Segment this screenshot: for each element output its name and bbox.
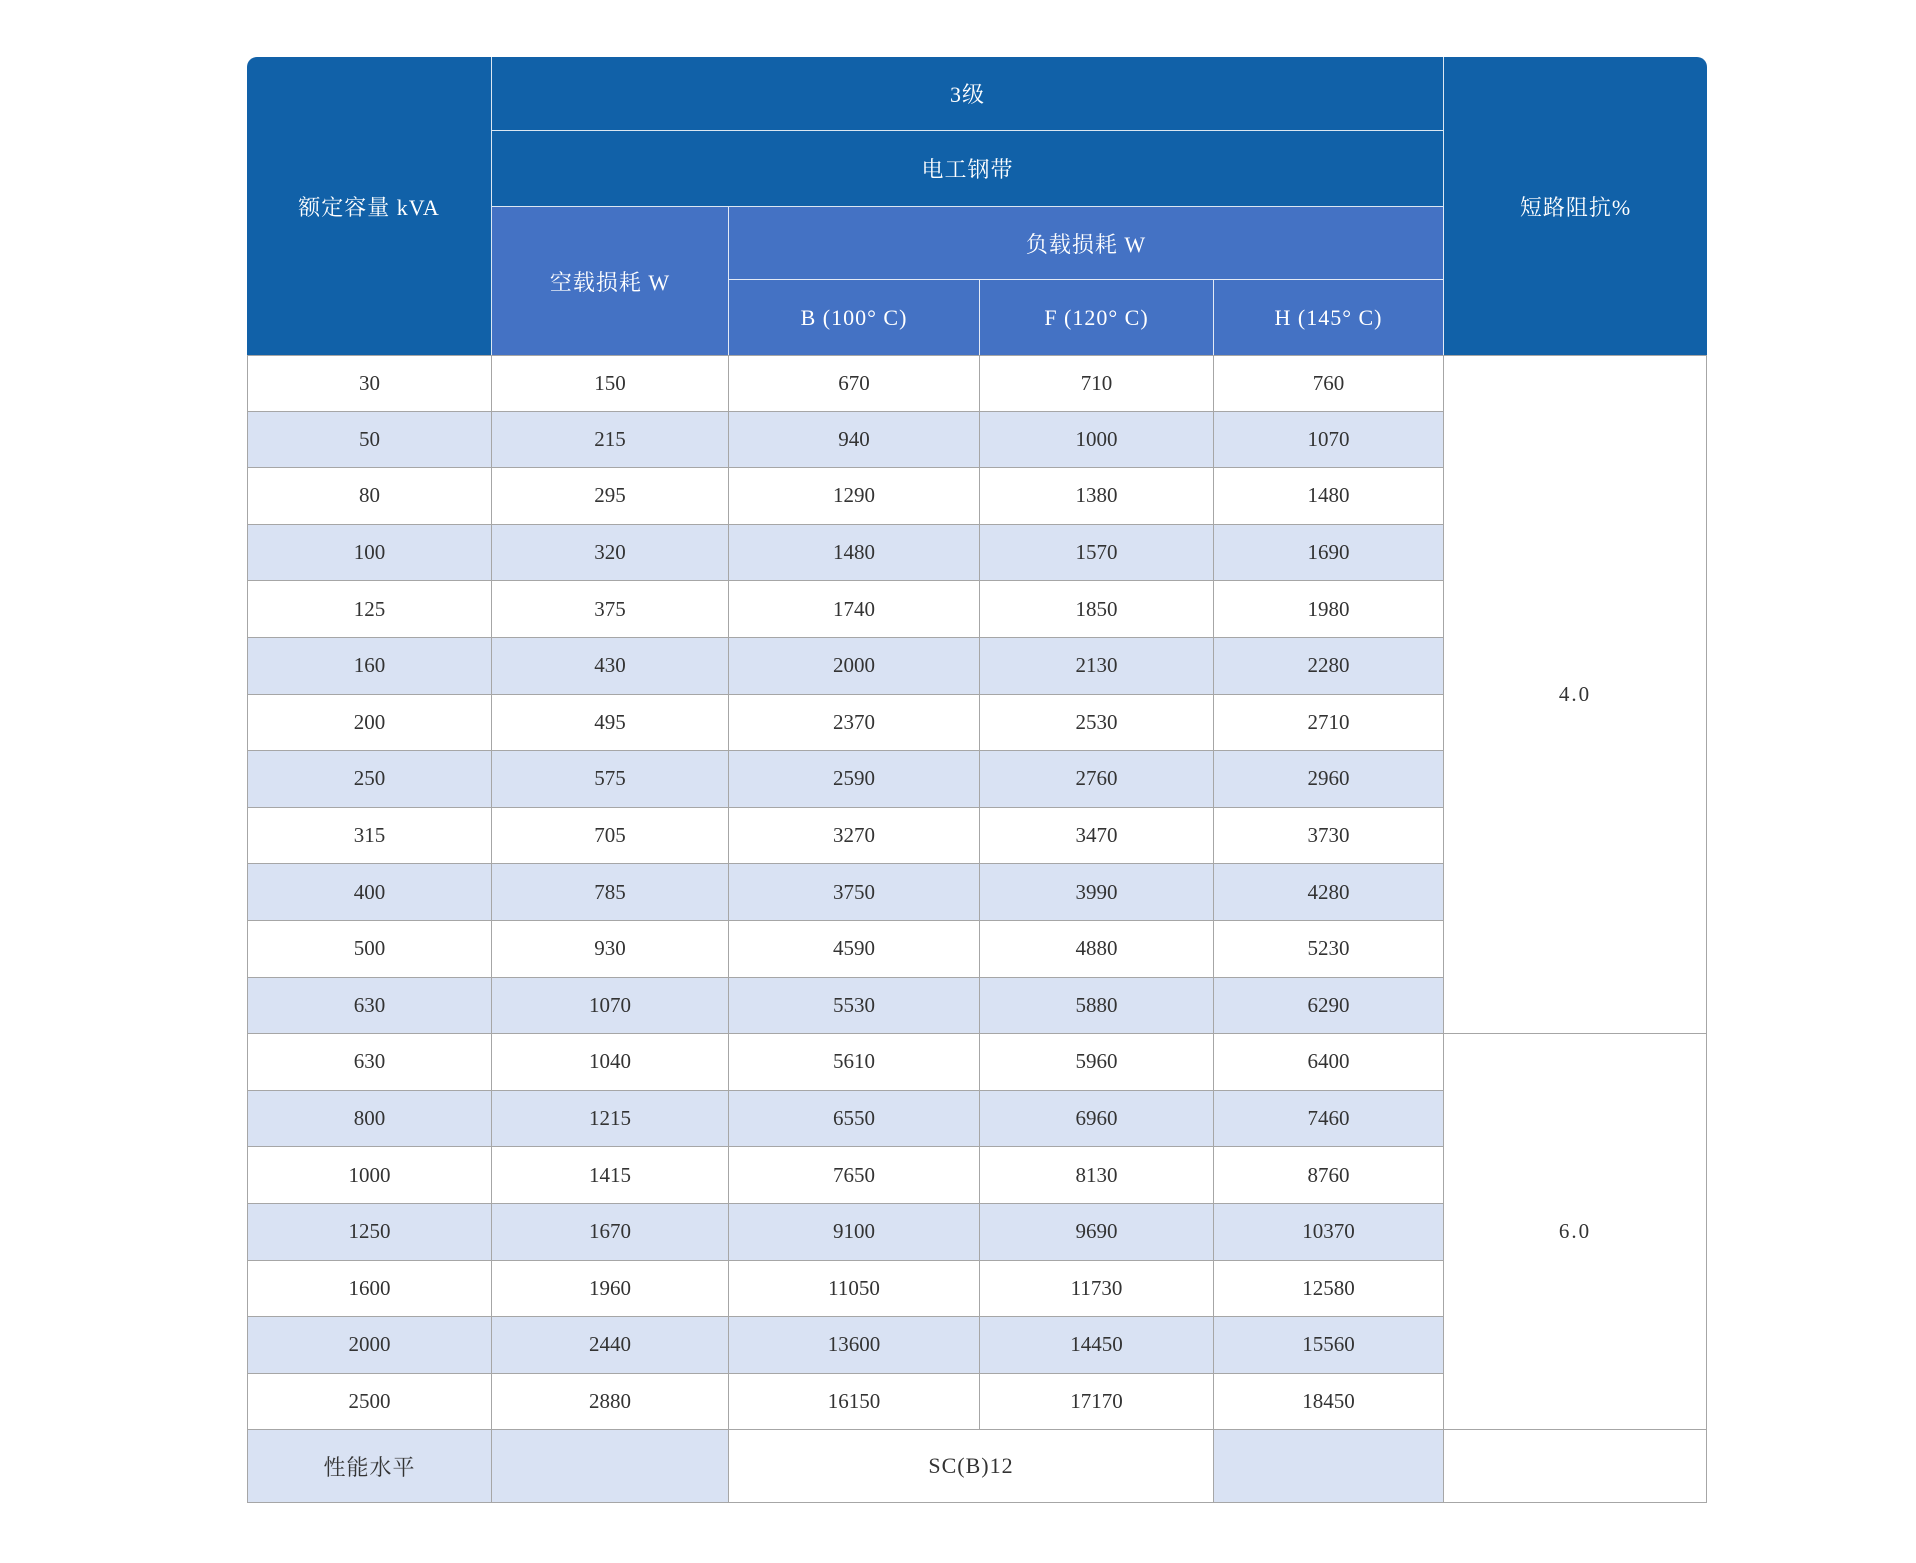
cell-capacity: 80	[247, 468, 492, 525]
cell-load-loss-f: 2760	[980, 751, 1214, 808]
cell-capacity: 630	[247, 1034, 492, 1091]
cell-load-loss-h: 15560	[1214, 1317, 1444, 1374]
cell-capacity: 250	[247, 751, 492, 808]
cell-load-loss-f: 14450	[980, 1317, 1214, 1374]
transformer-loss-table	[247, 57, 1707, 1503]
header-row-grade	[247, 57, 1707, 131]
cell-capacity: 100	[247, 525, 492, 582]
table-body	[247, 355, 1707, 1503]
cell-no-load-loss: 295	[492, 468, 729, 525]
cell-no-load-loss: 1040	[492, 1034, 729, 1091]
header-class-f: F (120° C)	[980, 280, 1214, 355]
cell-no-load-loss: 1070	[492, 978, 729, 1035]
cell-capacity: 30	[247, 355, 492, 412]
cell-load-loss-f: 5880	[980, 978, 1214, 1035]
cell-capacity: 315	[247, 808, 492, 865]
cell-load-loss-f: 1570	[980, 525, 1214, 582]
footer-label: 性能水平	[247, 1430, 492, 1503]
cell-load-loss-f: 710	[980, 355, 1214, 412]
cell-load-loss-b: 6550	[729, 1091, 980, 1148]
cell-no-load-loss: 575	[492, 751, 729, 808]
cell-load-loss-b: 3750	[729, 864, 980, 921]
cell-capacity: 1250	[247, 1204, 492, 1261]
cell-load-loss-f: 3990	[980, 864, 1214, 921]
cell-load-loss-f: 5960	[980, 1034, 1214, 1091]
cell-no-load-loss: 495	[492, 695, 729, 752]
cell-capacity: 125	[247, 581, 492, 638]
footer-empty-cell	[1444, 1430, 1707, 1503]
cell-no-load-loss: 1215	[492, 1091, 729, 1148]
cell-load-loss-b: 9100	[729, 1204, 980, 1261]
cell-load-loss-b: 940	[729, 412, 980, 469]
cell-load-loss-f: 1380	[980, 468, 1214, 525]
cell-capacity: 630	[247, 978, 492, 1035]
cell-load-loss-h: 1480	[1214, 468, 1444, 525]
cell-load-loss-f: 2530	[980, 695, 1214, 752]
cell-capacity: 500	[247, 921, 492, 978]
cell-capacity: 1000	[247, 1147, 492, 1204]
cell-no-load-loss: 150	[492, 355, 729, 412]
header-impedance: 短路阻抗%	[1444, 57, 1707, 355]
cell-load-loss-f: 8130	[980, 1147, 1214, 1204]
cell-load-loss-h: 18450	[1214, 1374, 1444, 1431]
header-load-loss: 负载损耗 W	[729, 207, 1444, 280]
cell-load-loss-b: 5530	[729, 978, 980, 1035]
header-rated-capacity: 额定容量 kVA	[247, 57, 492, 355]
cell-load-loss-h: 3730	[1214, 808, 1444, 865]
cell-load-loss-b: 670	[729, 355, 980, 412]
cell-no-load-loss: 2880	[492, 1374, 729, 1431]
cell-load-loss-h: 1690	[1214, 525, 1444, 582]
header-class-b: B (100° C)	[729, 280, 980, 355]
cell-load-loss-b: 16150	[729, 1374, 980, 1431]
header-grade: 3级	[492, 57, 1444, 131]
cell-no-load-loss: 705	[492, 808, 729, 865]
cell-capacity: 2500	[247, 1374, 492, 1431]
cell-load-loss-h: 10370	[1214, 1204, 1444, 1261]
cell-load-loss-b: 1290	[729, 468, 980, 525]
cell-load-loss-h: 1980	[1214, 581, 1444, 638]
cell-no-load-loss: 1670	[492, 1204, 729, 1261]
impedance-value-cell: 4.0	[1444, 355, 1707, 1034]
cell-load-loss-f: 3470	[980, 808, 1214, 865]
cell-no-load-loss: 785	[492, 864, 729, 921]
cell-load-loss-b: 2590	[729, 751, 980, 808]
cell-load-loss-h: 2960	[1214, 751, 1444, 808]
cell-load-loss-h: 4280	[1214, 864, 1444, 921]
performance-level-value: SC(B)12	[729, 1430, 1214, 1503]
cell-load-loss-b: 2000	[729, 638, 980, 695]
footer-row	[247, 1430, 1707, 1503]
cell-no-load-loss: 430	[492, 638, 729, 695]
cell-load-loss-b: 7650	[729, 1147, 980, 1204]
cell-load-loss-b: 1480	[729, 525, 980, 582]
cell-no-load-loss: 1415	[492, 1147, 729, 1204]
header-no-load-loss: 空载损耗 W	[492, 207, 729, 355]
cell-load-loss-b: 11050	[729, 1261, 980, 1318]
cell-no-load-loss: 930	[492, 921, 729, 978]
cell-load-loss-h: 12580	[1214, 1261, 1444, 1318]
cell-capacity: 800	[247, 1091, 492, 1148]
cell-load-loss-f: 11730	[980, 1261, 1214, 1318]
cell-load-loss-f: 1000	[980, 412, 1214, 469]
footer-empty-cell	[492, 1430, 729, 1503]
cell-load-loss-h: 6290	[1214, 978, 1444, 1035]
cell-load-loss-f: 6960	[980, 1091, 1214, 1148]
cell-load-loss-b: 4590	[729, 921, 980, 978]
header-material: 电工钢带	[492, 131, 1444, 207]
cell-no-load-loss: 2440	[492, 1317, 729, 1374]
footer-empty-cell	[1214, 1430, 1444, 1503]
cell-load-loss-b: 13600	[729, 1317, 980, 1374]
cell-load-loss-h: 2710	[1214, 695, 1444, 752]
cell-load-loss-h: 8760	[1214, 1147, 1444, 1204]
cell-load-loss-h: 1070	[1214, 412, 1444, 469]
cell-load-loss-f: 17170	[980, 1374, 1214, 1431]
cell-capacity: 200	[247, 695, 492, 752]
cell-load-loss-f: 9690	[980, 1204, 1214, 1261]
cell-load-loss-h: 6400	[1214, 1034, 1444, 1091]
table-row	[247, 1034, 1707, 1091]
header-class-h: H (145° C)	[1214, 280, 1444, 355]
cell-no-load-loss: 375	[492, 581, 729, 638]
impedance-value-cell: 6.0	[1444, 1034, 1707, 1430]
cell-load-loss-f: 2130	[980, 638, 1214, 695]
cell-load-loss-b: 5610	[729, 1034, 980, 1091]
cell-load-loss-h: 7460	[1214, 1091, 1444, 1148]
cell-load-loss-f: 1850	[980, 581, 1214, 638]
cell-load-loss-f: 4880	[980, 921, 1214, 978]
table-row	[247, 355, 1707, 412]
cell-load-loss-b: 3270	[729, 808, 980, 865]
table-header	[247, 57, 1707, 355]
cell-capacity: 1600	[247, 1261, 492, 1318]
cell-no-load-loss: 1960	[492, 1261, 729, 1318]
selected-cell-capacity: 50	[247, 412, 492, 469]
cell-load-loss-h: 2280	[1214, 638, 1444, 695]
cell-load-loss-h: 5230	[1214, 921, 1444, 978]
cell-no-load-loss: 215	[492, 412, 729, 469]
cell-load-loss-h: 760	[1214, 355, 1444, 412]
cell-load-loss-b: 2370	[729, 695, 980, 752]
cell-capacity: 2000	[247, 1317, 492, 1374]
cell-no-load-loss: 320	[492, 525, 729, 582]
cell-capacity: 400	[247, 864, 492, 921]
cell-capacity: 160	[247, 638, 492, 695]
cell-load-loss-b: 1740	[729, 581, 980, 638]
